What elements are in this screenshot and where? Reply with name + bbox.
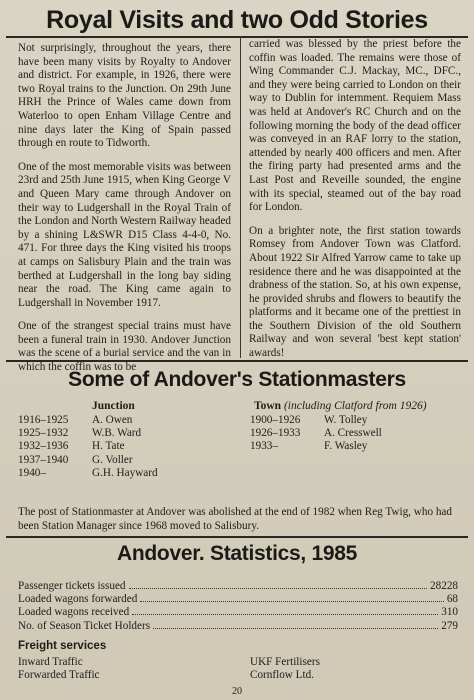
statistics-table [18,580,458,633]
town-label: Town [254,400,282,412]
paragraph: On a brighter note, the first station towards Romsey from Andover Town was Clatford. About 1922 Sir Alfred Yarrow came to take up residence there and he was disappointed at the drabness of the station. So, at his own expense, he provided shrubs and flowers to beautify the platforms and it became one of the prettiest in the Southern Division of the old Southern Railway and won several 'best kept station' awards! [249,224,461,360]
stat-value: 68 [446,593,458,606]
table-row [18,580,458,593]
stationmaster-name: F. Wasley [324,440,368,453]
section-rule [6,360,468,362]
years: 1900–1926 [250,414,301,426]
town-heading [254,400,427,412]
article-left-column [18,42,231,385]
years: 1933– [250,440,278,453]
stationmaster-name: G.H. Hayward [92,466,158,479]
leader-dots [153,628,438,629]
leader-dots [132,614,438,615]
list-item [18,454,158,467]
junction-heading: Junction [92,400,135,412]
stationmaster-name: H. Tate [92,440,125,453]
stationmaster-name: A. Cresswell [324,427,382,440]
freight-labels [18,656,100,682]
article-title: Royal Visits and two Odd Stories [46,6,428,34]
statistics-title: Andover. Statistics, 1985 [117,542,357,565]
years: 1940– [18,466,46,479]
freight-value: Cornflow Ltd. [250,669,315,682]
freight-values [250,656,320,682]
list-item [250,414,382,427]
freight-label: Inward Traffic [18,656,83,668]
stationmasters-title: Some of Andover's Stationmasters [68,368,406,391]
stat-value: 28228 [430,580,458,592]
list-item [250,440,382,453]
stat-label: No. of Season Ticket Holders [18,619,151,632]
paragraph: One of the most memorable visits was between 23rd and 25th June 1915, when King George V and Queen Mary came through Andover on their way to Ludgershall in the Royal Train of the London and North Western Railway headed by a shining L&SWR D15 Class 4-4-0, No. 471. For three days the King visited his troops at camps on Salisbury Plain and the train was berthed at Ludgershall in the long bay siding near the road. The King came again to Ludgershall in November 1917. [18,160,231,309]
junction-list [18,414,158,480]
table-row [18,620,458,633]
town-note: (including Clatford from 1926) [283,400,427,412]
years: 1926–1933 [250,427,301,440]
column-divider [240,36,241,358]
table-row [18,593,458,606]
stat-value: 310 [441,606,458,619]
stat-label: Loaded wagons forwarded [18,593,138,606]
paragraph: Not surprisingly, throughout the years, there have been many visits by Royalty to Andover and district. For example, in 1926, there were two Royal trains to the Junction. On 29th June HRH the Prince of Wales came down from Waterloo to open Enham Village Centre and nine days later the King of Spain passed through en route to Tidworth. [18,42,231,150]
paragraph: carried was blessed by the priest before the coffin was loaded. The remains were those of Wing Commander C.J. Mackay, MC., DFC., and they were being carried to London on their way to Dublin for internment. Requiem Mass was held at Andover's RC Church and on the following morning the body of the dead officer was conveyed in an RAF lorry to the station, attended by nearly 400 officers and men. After the firing party had presented arms and the Last Post and Reveille sounded, the engine with its special, steamed out of the bay road for London. [249,38,461,214]
stationmaster-name: W. Tolley [324,414,368,426]
page-number: 20 [232,686,242,697]
stationmaster-name: W.B. Ward [92,427,142,440]
stat-label: Passenger tickets issued [18,580,126,592]
freight-heading: Freight services [18,640,107,652]
list-item [18,467,158,480]
paragraph: One of the strangest special trains must have been a funeral train in 1930. Andover Junction was the scene of a burial service and the van in which the coffin was to be [18,320,231,374]
article-right-column [249,38,461,371]
leader-dots [129,588,428,589]
section-rule [6,536,468,538]
table-row [18,606,458,619]
list-item [250,427,382,440]
years: 1932–1936 [18,440,69,453]
stationmaster-name: G. Voller [92,453,133,466]
years: 1937–1940 [18,453,69,466]
town-list [250,414,382,454]
freight-label: Forwarded Traffic [18,669,100,682]
list-item [18,427,158,440]
years: 1916–1925 [18,414,69,426]
stat-label: Loaded wagons received [18,606,130,619]
years: 1925–1932 [18,427,69,440]
stationmaster-note: The post of Stationmaster at Andover was abolished at the end of 1982 when Reg Twig, who had been Station Manager since 1968 moved to Salisbury. [18,506,452,532]
stat-value: 279 [441,619,458,632]
list-item [18,414,158,427]
freight-value: UKF Fertilisers [250,656,320,668]
leader-dots [140,601,444,602]
stationmaster-name: A. Owen [92,414,133,426]
list-item [18,440,158,453]
